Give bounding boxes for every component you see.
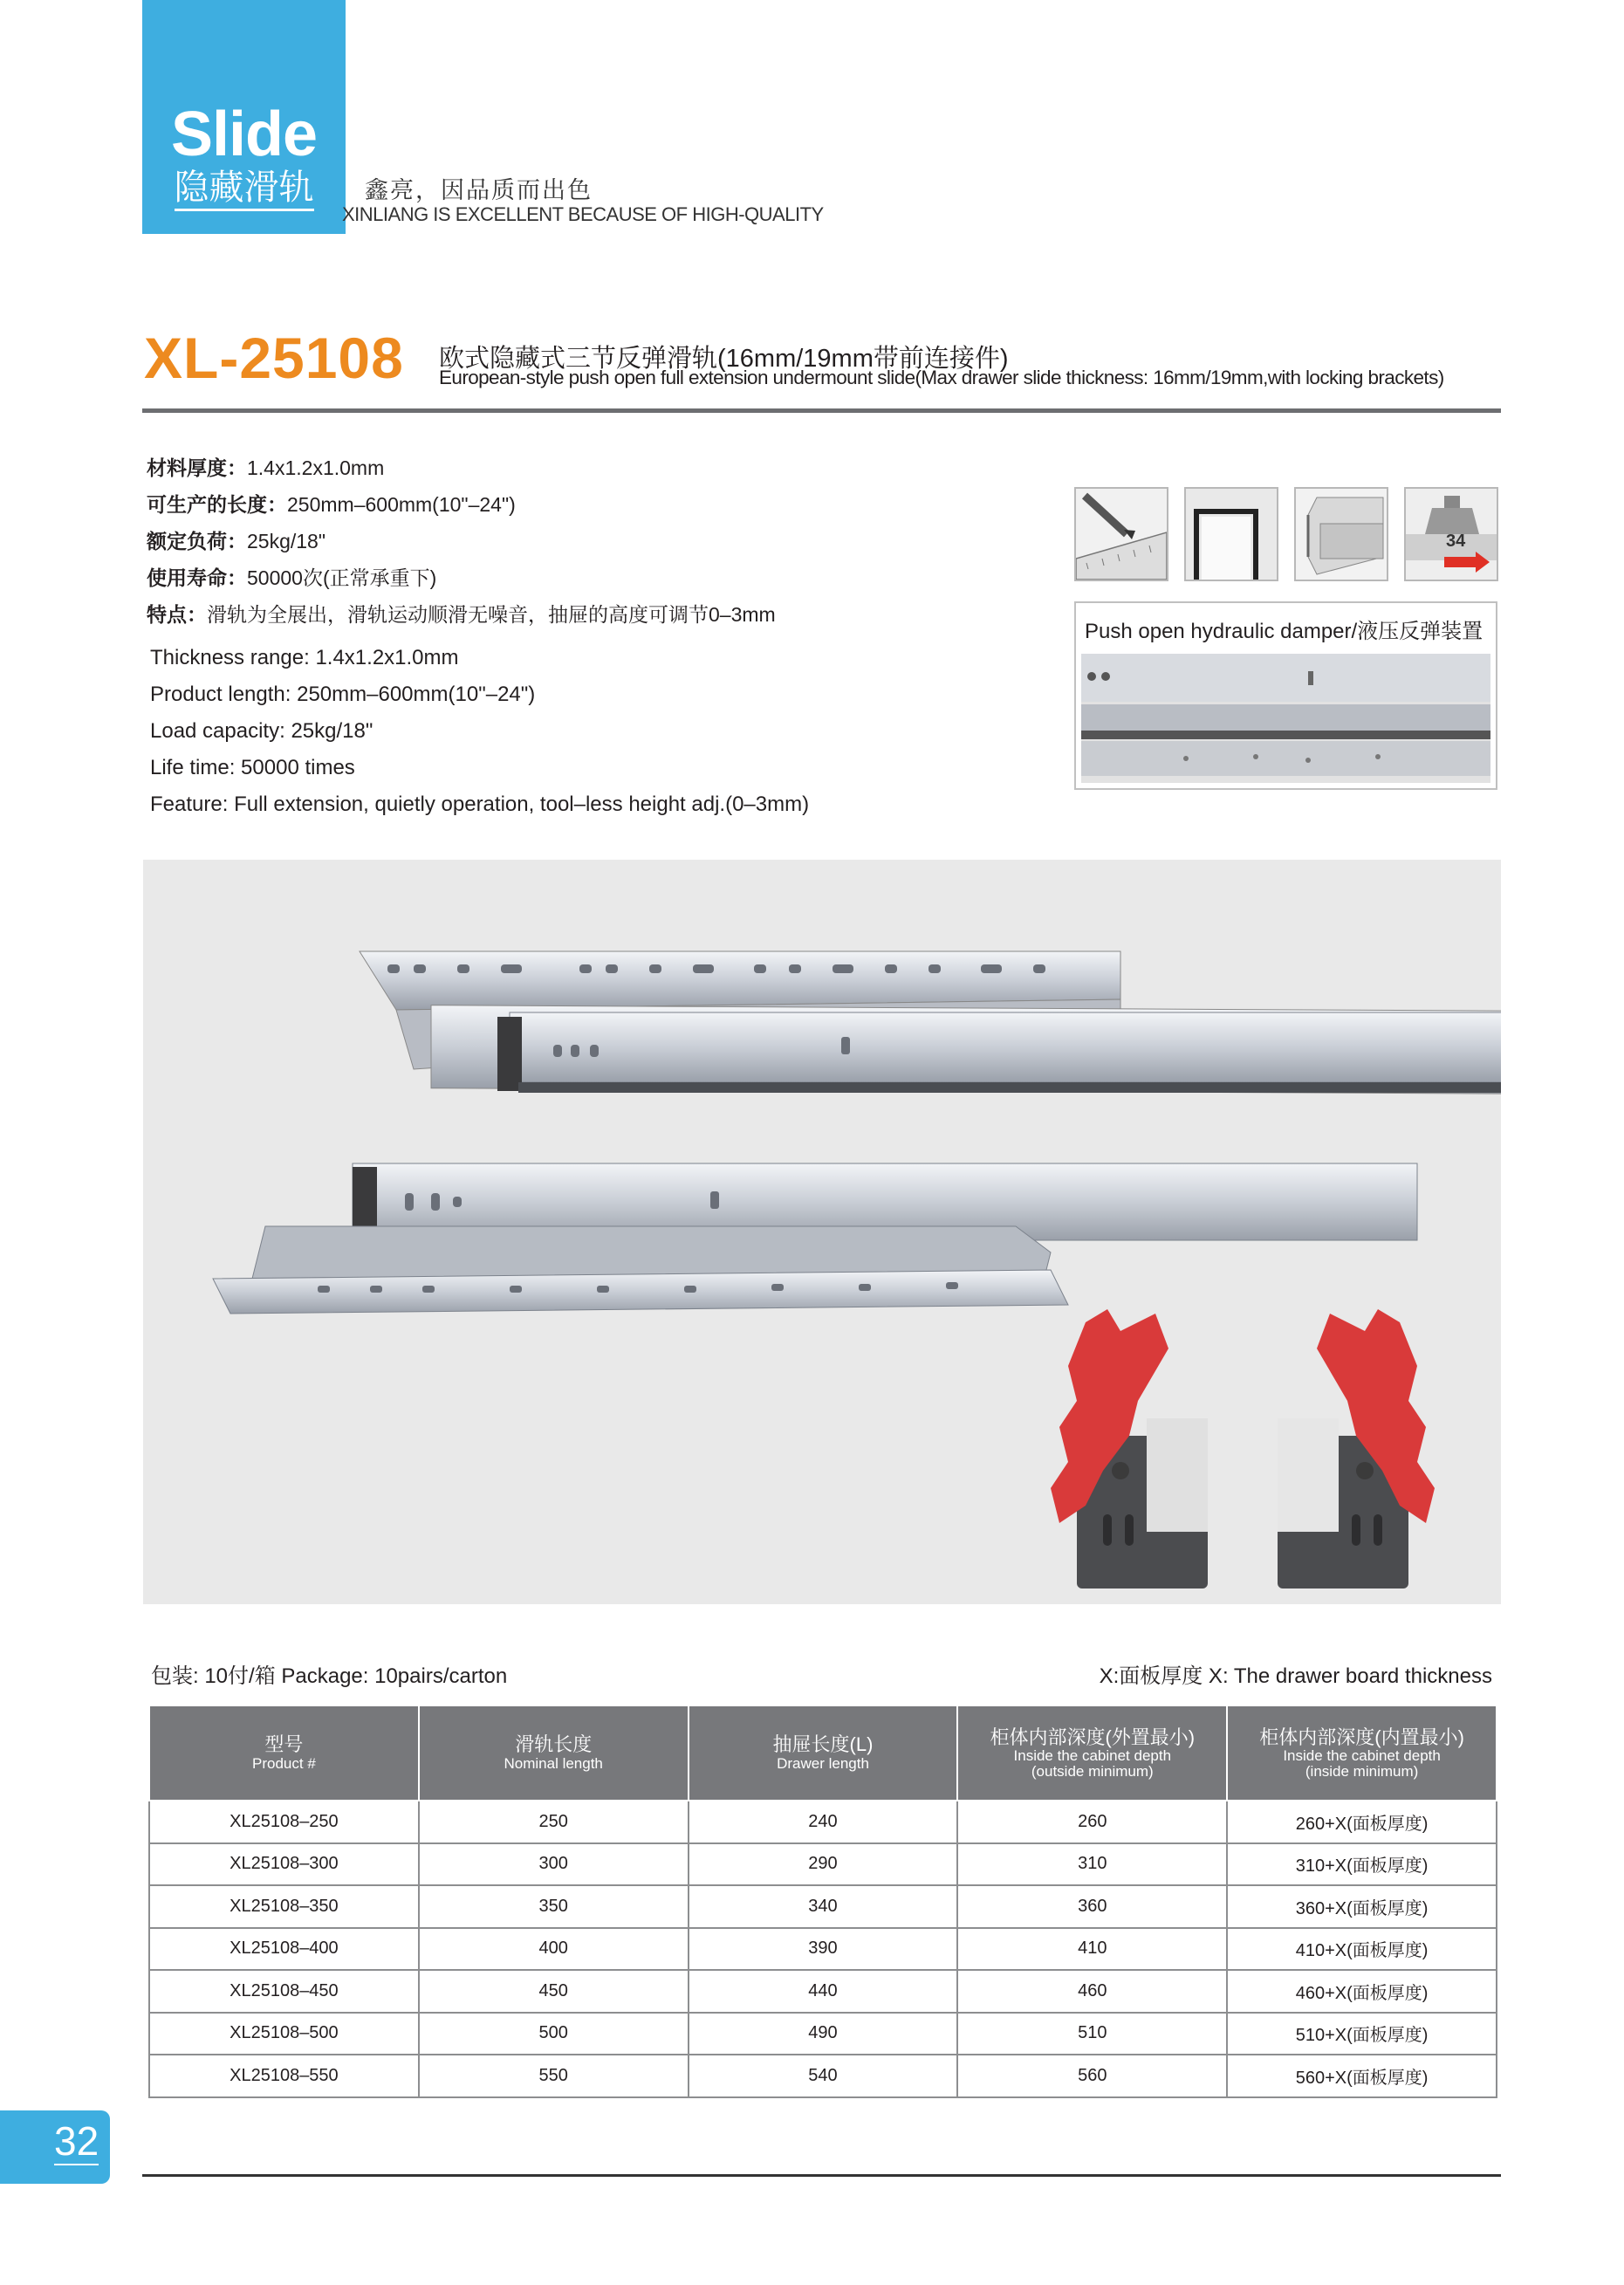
cell: XL25108–300 <box>149 1843 419 1886</box>
slogan-en: XINLIANG IS EXCELLENT BECAUSE OF HIGH-QUALITY <box>342 203 824 225</box>
damper-photo <box>1081 654 1490 783</box>
cell: XL25108–350 <box>149 1885 419 1928</box>
damper-label: Push open hydraulic damper/液压反弹装置 <box>1085 620 1484 643</box>
cell: 460 <box>957 1970 1227 2013</box>
svg-text:34: 34 <box>1446 532 1466 551</box>
cell: 440 <box>689 1970 958 2013</box>
spec-en-length: Product length: 250mm–600mm(10"–24") <box>150 683 536 706</box>
cell: 390 <box>689 1928 958 1971</box>
cell: 350 <box>419 1885 689 1928</box>
spec-en-feature: Feature: Full extension, quietly operation, tool–less height adj.(0–3mm) <box>150 793 810 816</box>
cell: 310 <box>957 1843 1227 1886</box>
spec-cn-length: 可生产的长度：250mm–600mm(10"–24") <box>147 493 516 516</box>
table-row <box>149 1970 1497 2013</box>
header-depth-outside: 柜体内部深度(外置最小) Inside the cabinet depth (outside minimum) <box>957 1705 1227 1801</box>
cell: XL25108–500 <box>149 2013 419 2055</box>
cell: 260+X(面板厚度) <box>1227 1801 1497 1843</box>
spec-en-load: Load capacity: 25kg/18" <box>150 719 373 743</box>
cell: 550 <box>419 2055 689 2097</box>
table-row <box>149 1843 1497 1886</box>
section-tab <box>142 0 346 234</box>
spec-cn-life: 使用寿命：50000次(正常承重下) <box>147 566 437 589</box>
spec-cn-feature: 特点：滑轨为全展出，滑轨运动顺滑无噪音，抽屉的高度可调节0–3mm <box>147 603 776 626</box>
header-depth-inside: 柜体内部深度(内置最小) Inside the cabinet depth (inside minimum) <box>1227 1705 1497 1801</box>
spec-cn-thickness: 材料厚度：1.4x1.2x1.0mm <box>147 456 385 479</box>
model-number: XL-25108 <box>144 326 404 390</box>
spec-table <box>148 1705 1497 2098</box>
cell: 560+X(面板厚度) <box>1227 2055 1497 2097</box>
cell: 340 <box>689 1885 958 1928</box>
table-row <box>149 1928 1497 1971</box>
cell: XL25108–550 <box>149 2055 419 2097</box>
spec-en-thickness: Thickness range: 1.4x1.2x1.0mm <box>150 646 459 669</box>
cell: 560 <box>957 2055 1227 2097</box>
section-title: Slide <box>170 99 318 169</box>
cell: 500 <box>419 2013 689 2055</box>
table-row <box>149 1801 1497 1843</box>
cell: 510 <box>957 2013 1227 2055</box>
product-name-cn: 欧式隐藏式三节反弹滑轨(16mm/19mm带前连接件) <box>439 345 1009 373</box>
locking-bracket-right <box>1278 1309 1435 1589</box>
title-divider <box>142 408 1501 413</box>
cell: 490 <box>689 2013 958 2055</box>
cell: 250 <box>419 1801 689 1843</box>
drawer-icon <box>1294 487 1388 581</box>
cell: 290 <box>689 1843 958 1886</box>
cell: 460+X(面板厚度) <box>1227 1970 1497 2013</box>
damper-panel <box>1074 601 1497 790</box>
spec-en-life: Life time: 50000 times <box>150 756 355 779</box>
cell: XL25108–250 <box>149 1801 419 1843</box>
ruler-pencil-icon <box>1074 487 1168 581</box>
page-number: 32 <box>54 2118 99 2164</box>
spec-cn-load: 额定负荷：25kg/18" <box>147 530 326 552</box>
corner-frame-icon <box>1184 487 1278 581</box>
table-row <box>149 2055 1497 2097</box>
cell: 510+X(面板厚度) <box>1227 2013 1497 2055</box>
header-drawer-length: 抽屉长度(L) Drawer length <box>689 1705 958 1801</box>
x-note: X:面板厚度 X: The drawer board thickness <box>1099 1664 1492 1688</box>
cell: 240 <box>689 1801 958 1843</box>
locking-bracket-left <box>1051 1309 1208 1589</box>
cell: 300 <box>419 1843 689 1886</box>
cell: 360 <box>957 1885 1227 1928</box>
section-title-cn: 隐藏滑轨 <box>142 170 346 205</box>
cell: XL25108–400 <box>149 1928 419 1971</box>
cell: 540 <box>689 2055 958 2097</box>
table-row <box>149 2013 1497 2055</box>
cell: 260 <box>957 1801 1227 1843</box>
footer-divider <box>142 2174 1501 2177</box>
product-photo <box>143 860 1501 1604</box>
cell: 400 <box>419 1928 689 1971</box>
cell: 410 <box>957 1928 1227 1971</box>
weight-load-icon <box>1404 487 1498 581</box>
product-name-en: European-style push open full extension undermount slide(Max drawer slide thickness: 16mm/19mm,with locking brackets) <box>439 367 1444 388</box>
cell: 410+X(面板厚度) <box>1227 1928 1497 1971</box>
cell: XL25108–450 <box>149 1970 419 2013</box>
table-header-row <box>149 1705 1497 1801</box>
cell: 310+X(面板厚度) <box>1227 1843 1497 1886</box>
table-row <box>149 1885 1497 1928</box>
cell: 360+X(面板厚度) <box>1227 1885 1497 1928</box>
header-nominal-length: 滑轨长度 Nominal length <box>419 1705 689 1801</box>
slogan-cn: 鑫亮，因品质而出色 <box>365 177 593 203</box>
header-product: 型号 Product # <box>149 1705 419 1801</box>
cell: 450 <box>419 1970 689 2013</box>
package-info: 包装: 10付/箱 Package: 10pairs/carton <box>151 1664 508 1688</box>
